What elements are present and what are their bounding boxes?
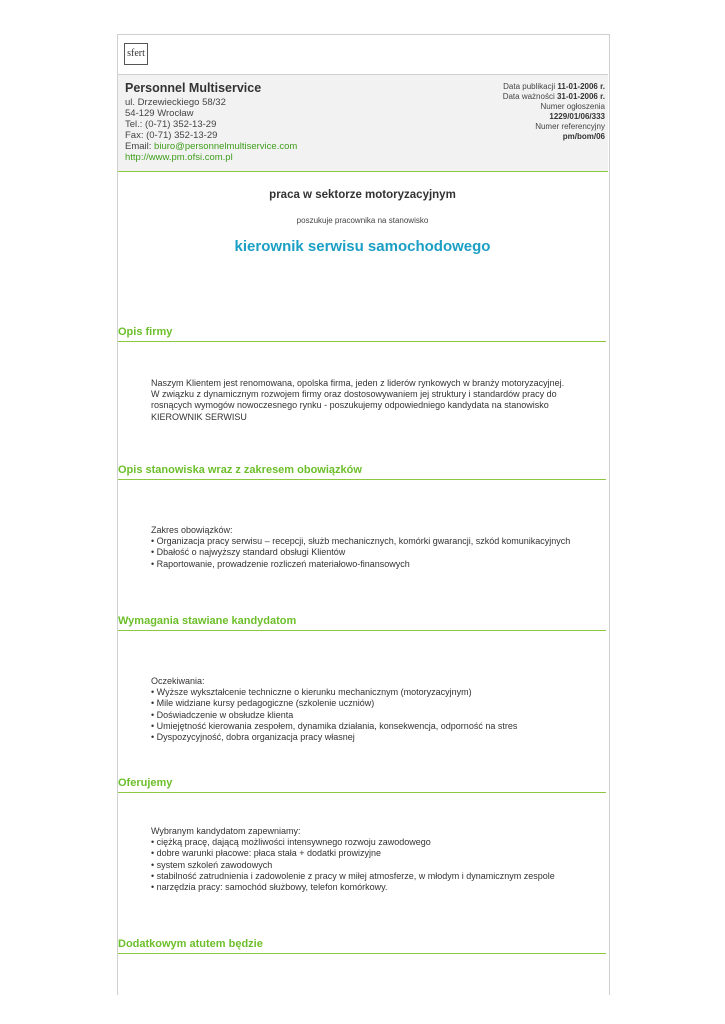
- seeking-text: poszukuje pracownika na stanowisko: [296, 216, 429, 225]
- company-contact: [125, 97, 297, 163]
- job-position-title: kierownik serwisu samochodowego: [234, 238, 491, 255]
- company-name: Personnel Multiservice: [125, 81, 262, 95]
- section-body-requirements: [151, 676, 607, 743]
- company-logo: sfert: [124, 43, 148, 65]
- text-line: Zakres obowiązków:: [151, 525, 233, 535]
- email-label: Email:: [125, 141, 155, 152]
- section-title-bonus: Dodatkowym atutem będzie: [118, 938, 606, 954]
- fax: Fax: (0-71) 352-13-29: [125, 130, 218, 141]
- list-item: • ciężką pracę, dającą możliwości intensywnego rozwoju zawodowego: [151, 837, 431, 848]
- text-line: Wybranym kandydatom zapewniamy:: [151, 826, 301, 836]
- section-body-duties: [151, 525, 607, 570]
- phone: Tel.: (0-71) 352-13-29: [125, 119, 217, 130]
- list-item: • Organizacja pracy serwisu – recepcji, służb mechanicznych, komórki gwarancji, szkód komunikacyjnych: [151, 536, 571, 547]
- ad-number-label: Numer ogłoszenia: [540, 102, 605, 111]
- ad-number: [503, 112, 605, 122]
- list-item: • Dyspozycyjność, dobra organizacja pracy własnej: [151, 732, 355, 743]
- section-title-requirements: Wymagania stawiane kandydatom: [118, 615, 606, 631]
- website-link[interactable]: http://www.pm.ofsi.com.pl: [125, 152, 233, 163]
- section-title-company: Opis firmy: [118, 326, 606, 342]
- ad-number-value: 1229/01/06/333: [549, 112, 605, 121]
- list-item: • Wyższe wykształcenie techniczne o kierunku mechanicznym (motoryzacyjnym): [151, 687, 472, 698]
- expiry-date: [503, 92, 605, 102]
- ad-metadata: [503, 82, 605, 142]
- address-line: ul. Drzewieckiego 58/32: [125, 97, 226, 108]
- list-item: • stabilność zatrudnienia i zadowolenie z pracy w miłej atmosferze, w młodym i dynamicznym zespole: [151, 870, 555, 881]
- list-item: • narzędzia pracy: samochód służbowy, telefon komórkowy.: [151, 882, 388, 893]
- list-item: • Umiejętność kierowania zespołem, dynamika działania, konsekwencja, odporność na stres: [151, 720, 518, 731]
- ref-number-value: pm/bom/06: [562, 132, 605, 141]
- list-item: • Raportowanie, prowadzenie rozliczeń materiałowo-finansowych: [151, 558, 410, 569]
- section-body-offer: [151, 826, 607, 893]
- text-line: KIEROWNIK SERWISU: [151, 411, 247, 422]
- section-title-offer: Oferujemy: [118, 777, 606, 793]
- expiry-label: Data ważności: [502, 92, 557, 101]
- expiry-value: 31-01-2006 r.: [556, 92, 605, 101]
- publication-value: 11-01-2006 r.: [557, 82, 605, 91]
- section-title-duties: Opis stanowiska wraz z zakresem obowiązków: [118, 464, 606, 480]
- ref-number: [503, 132, 605, 142]
- publication-label: Data publikacji: [503, 82, 558, 91]
- ref-number-label: Numer referencyjny: [535, 122, 605, 131]
- publication-date: [503, 82, 605, 92]
- text-line: Naszym Klientem jest renomowana, opolska firma, jeden z liderów rynkowych w branży motoryzacyjnej.: [151, 378, 565, 388]
- email-link[interactable]: biuro@personnelmultiservice.com: [154, 141, 298, 152]
- section-body-company: [151, 378, 607, 423]
- text-line: rosnących wymogów nowoczesnego rynku - poszukujemy odpowiedniego kandydata na stanowisko: [151, 400, 549, 411]
- list-item: • Doświadczenie w obsłudze klienta: [151, 709, 294, 720]
- email-row: [125, 141, 297, 152]
- job-domain: praca w sektorze motoryzacyjnym: [269, 189, 456, 201]
- list-item: • Mile widziane kursy pedagogiczne (szkolenie uczniów): [151, 698, 375, 709]
- list-item: • Dbałość o najwyższy standard obsługi Klientów: [151, 547, 346, 558]
- text-line: W związku z dynamicznym rozwojem firmy oraz dostosowywaniem jej struktury i standardów pracy do: [151, 389, 557, 400]
- text-line: Oczekiwania:: [151, 676, 205, 686]
- list-item: • system szkoleń zawodowych: [151, 859, 273, 870]
- address-line: 54-129 Wrocław: [125, 108, 194, 119]
- list-item: • dobre warunki płacowe: płaca stała + dodatki prowizyjne: [151, 848, 382, 859]
